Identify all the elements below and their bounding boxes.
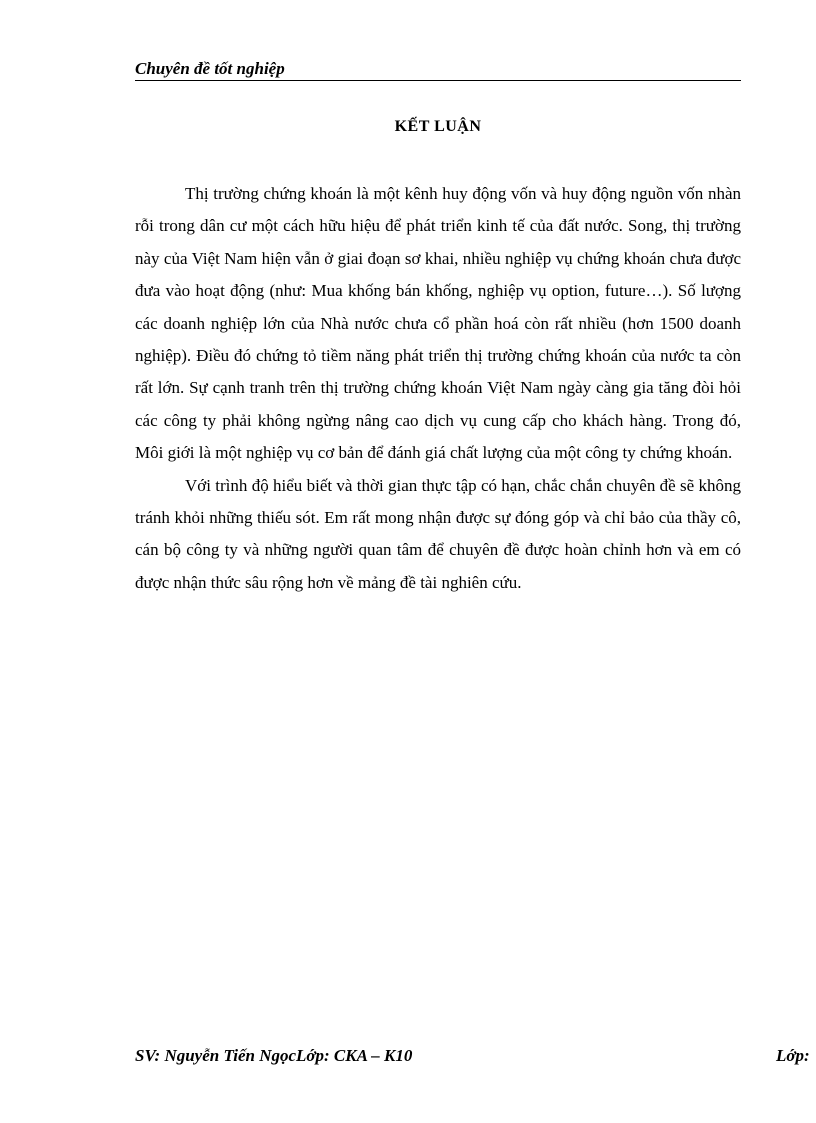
document-title: KẾT LUẬN: [394, 118, 482, 135]
footer-class-label: Lớp:: [776, 1046, 810, 1065]
header-divider: [135, 80, 741, 81]
document-body: [135, 178, 741, 599]
footer-student-info: SV: Nguyễn Tiến NgọcLớp: CKA – K10: [135, 1046, 413, 1065]
header-title: Chuyên đề tốt nghiệp: [135, 59, 285, 78]
paragraph-1: Thị trường chứng khoán là một kênh huy động vốn và huy động nguồn vốn nhàn rỗi trong dân cư một cách hữu hiệu để phát triển kinh tế của đất nước. Song, thị trường này của Việt Nam hiện vẫn ở giai đoạn sơ khai, nhiều nghiệp vụ chứng khoán chưa được đưa vào hoạt động (như: Mua khống bán khống, nghiệp vụ option, future…). Số lượng các doanh nghiệp lớn của Nhà nước chưa cổ phần hoá còn rất nhiều (hơn 1500 doanh nghiệp). Điều đó chứng tỏ tiềm năng phát triển thị trường chứng khoán của nước ta còn rất lớn. Sự cạnh tranh trên thị trường chứng khoán Việt Nam ngày càng gia tăng đòi hỏi các công ty phải không ngừng nâng cao dịch vụ cung cấp cho khách hàng. Trong đó, Môi giới là một nghiệp vụ cơ bản để đánh giá chất lượng của một công ty chứng khoán.: [135, 184, 741, 463]
paragraph-2: Với trình độ hiểu biết và thời gian thực tập có hạn, chắc chắn chuyên đề sẽ không tránh khỏi những thiếu sót. Em rất mong nhận được sự đóng góp và chỉ bảo của thầy cô, cán bộ công ty và những người quan tâm để chuyên đề được hoàn chỉnh hơn và em có được nhận thức sâu rộng hơn về mảng đề tài nghiên cứu.: [135, 475, 741, 592]
